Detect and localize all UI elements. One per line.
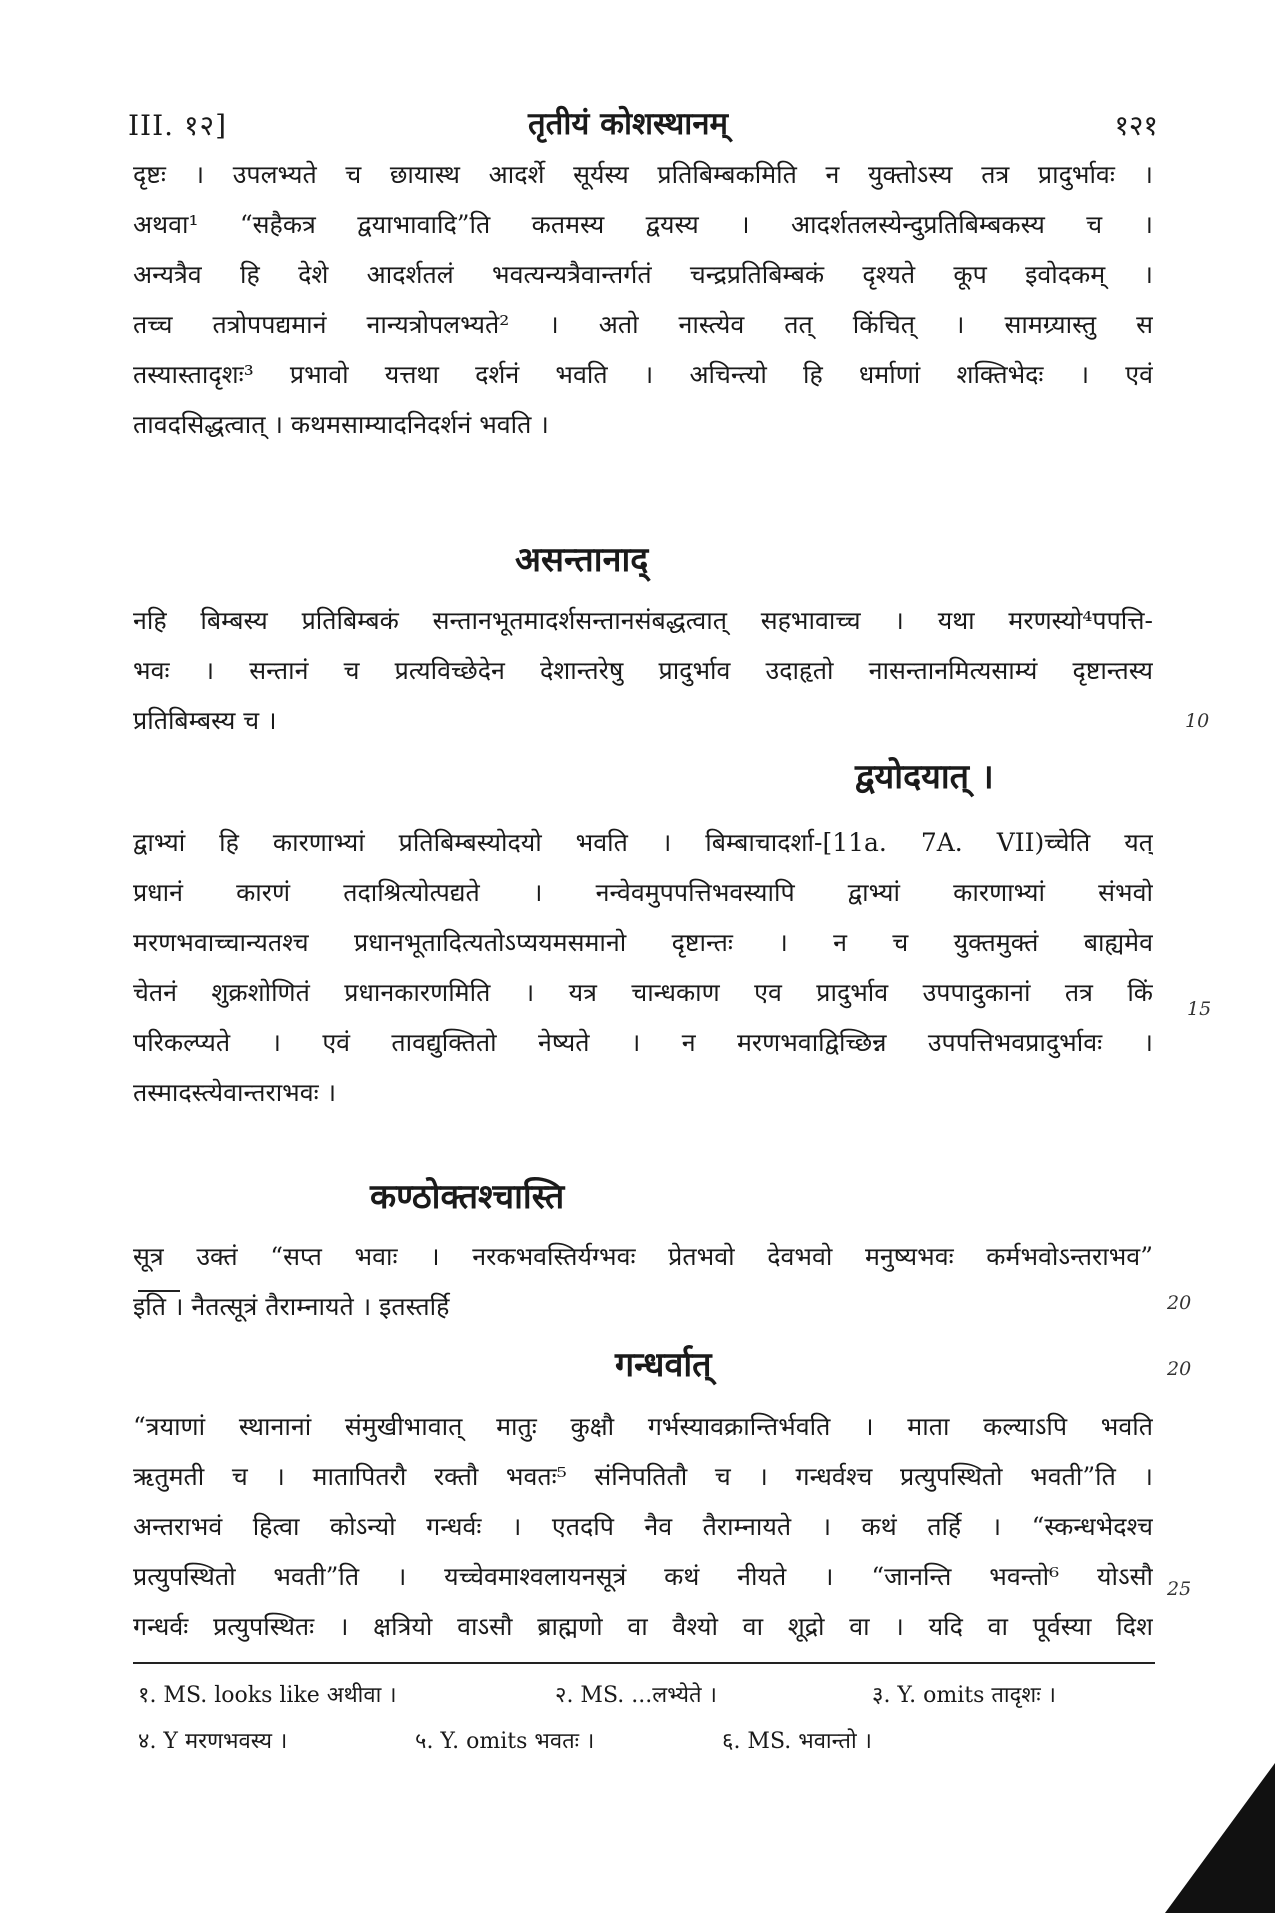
text-line: इति । नैतत्सूत्रं तैराम्नायते । इतस्तर्हि	[133, 1292, 450, 1321]
text-line: भवः । सन्तानं च प्रत्यविच्छेदेन देशान्तरेषु प्रादुर्भाव उदाहृतो नासन्तानमित्यसाम्यं दृष्टान्तस्य	[133, 656, 1153, 685]
running-header	[128, 100, 1158, 150]
page-title: तृतीयं कोशस्थानम्	[528, 106, 729, 142]
footnote: ६. MS. भवान्तो ।	[722, 1729, 872, 1754]
text-line: प्रत्युपस्थितो भवती”ति । यच्चेवमाश्वलायनसूत्रं कथं नीयते । “जानन्ति भवन्तो⁶ योऽसौ	[133, 1562, 1153, 1591]
text-line: तच्च तत्रोपपद्यमानं नान्यत्रोपलभ्यते² । अतो नास्त्येव तत् किंचित् । सामग्र्यास्तु स	[133, 310, 1153, 339]
text-line: अन्यत्रैव हि देशे आदर्शतलं भवत्यन्यत्रैवान्तर्गतं चन्द्रप्रतिबिम्बकं दृश्यते कूप इवोदकम् ।	[133, 260, 1153, 289]
margin-line-number: 10	[1185, 710, 1210, 732]
paragraph-1	[133, 150, 1153, 450]
text-line: तस्यास्तादृशः³ प्रभावो यत्तथा दर्शनं भवति । अचिन्त्यो हि धर्माणां शक्तिभेदः । एवं	[133, 360, 1153, 389]
margin-line-number: 25	[1167, 1578, 1192, 1600]
footnote: ४. Y मरणभवस्य ।	[138, 1729, 288, 1754]
scan-corner-shadow	[1165, 1763, 1275, 1913]
paragraph-4	[133, 1232, 1153, 1332]
paragraph-2	[133, 596, 1153, 746]
margin-line-number: 15	[1187, 998, 1212, 1020]
text-line: चेतनं शुक्रशोणितं प्रधानकारणमिति । यत्र चान्धकाण एव प्रादुर्भाव उपपादुकानां तत्र किं	[133, 978, 1153, 1007]
text-line: मरणभवाच्चान्यतश्च प्रधानभूतादित्यतोऽप्ययमसमानो दृष्टान्तः । न च युक्तमुक्तं बाह्यमेव	[133, 928, 1153, 957]
text-line: गन्धर्वः प्रत्युपस्थितः । क्षत्रियो वाऽसौ ब्राह्मणो वा वैश्यो वा शूद्रो वा । यदि वा पूर्वस्या दिश	[133, 1612, 1153, 1641]
section-heading: गन्धर्वात्	[615, 1345, 712, 1385]
footnote: ५. Y. omits भवतः ।	[415, 1729, 595, 1754]
text-line: तस्मादस्त्येवान्तराभवः ।	[133, 1078, 337, 1107]
section-reference: III. १२]	[128, 109, 228, 142]
text-line: तावदसिद्धत्वात् । कथमसाम्यादनिदर्शनं भवति ।	[133, 410, 549, 439]
margin-line-number: 20	[1167, 1292, 1192, 1314]
underline-mark	[138, 1290, 180, 1292]
text-line: द्वाभ्यां हि कारणाभ्यां प्रतिबिम्बस्योदयो भवति । बिम्बाचादर्शा-[11a. 7A. VII)च्चेति यत्	[133, 828, 1153, 857]
margin-line-number: 20	[1167, 1358, 1192, 1380]
paragraph-5	[133, 1402, 1153, 1652]
text-line: प्रतिबिम्बस्य च ।	[133, 706, 277, 735]
footnote-line-2	[138, 1720, 1158, 1764]
text-line: अथवा¹ “सहैकत्र द्वयाभावादि”ति कतमस्य द्वयस्य । आदर्शतलस्येन्दुप्रतिबिम्बकस्य च ।	[133, 210, 1153, 239]
footnote: २. MS. ...लभ्येते ।	[555, 1683, 717, 1708]
section-heading: कण्ठोक्तश्चास्ति	[370, 1177, 565, 1217]
text-line: सूत्र उक्तं “सप्त भवाः । नरकभवस्तिर्यग्भवः प्रेतभवो देवभवो मनुष्यभवः कर्मभवोऽन्तराभव”	[133, 1242, 1153, 1271]
text-line: नहि बिम्बस्य प्रतिबिम्बकं सन्तानभूतमादर्शसन्तानसंबद्धत्वात् सहभावाच्च । यथा मरणस्यो⁴पपत्ति-	[133, 606, 1153, 635]
text-line: प्रधानं कारणं तदाश्रित्योत्पद्यते । नन्वेवमुपपत्तिभवस्यापि द्वाभ्यां कारणाभ्यां संभवो	[133, 878, 1153, 907]
page-number: १२१	[1114, 109, 1158, 142]
section-heading: द्वयोदयात् ।	[855, 757, 994, 797]
footnote-line-1	[138, 1674, 1158, 1718]
paragraph-3	[133, 818, 1153, 1118]
text-line: “त्रयाणां स्थानानां संमुखीभावात् मातुः कुक्षौ गर्भस्यावक्रान्तिर्भवति । माता कल्याऽपि भवति	[133, 1412, 1153, 1441]
text-line: परिकल्प्यते । एवं तावद्युक्तितो नेष्यते । न मरणभवाद्विच्छिन्न उपपत्तिभवप्रादुर्भावः ।	[133, 1028, 1153, 1057]
section-heading: असन्तानाद्	[515, 540, 649, 580]
footnote: ३. Y. omits तादृशः ।	[872, 1683, 1057, 1708]
footnote: १. MS. looks like अथीवा ।	[138, 1683, 397, 1708]
footnote-rule	[133, 1662, 1155, 1664]
text-line: ऋतुमती च । मातापितरौ रक्तौ भवतः⁵ संनिपतितौ च । गन्धर्वश्च प्रत्युपस्थितो भवती”ति ।	[133, 1462, 1153, 1491]
text-line: दृष्टः । उपलभ्यते च छायास्थ आदर्शे सूर्यस्य प्रतिबिम्बकमिति न युक्तोऽस्य तत्र प्रादुर्भावः ।	[133, 160, 1153, 189]
text-line: अन्तराभवं हित्वा कोऽन्यो गन्धर्वः । एतदपि नैव तैराम्नायते । कथं तर्हि । “स्कन्धभेदश्च	[133, 1512, 1153, 1541]
